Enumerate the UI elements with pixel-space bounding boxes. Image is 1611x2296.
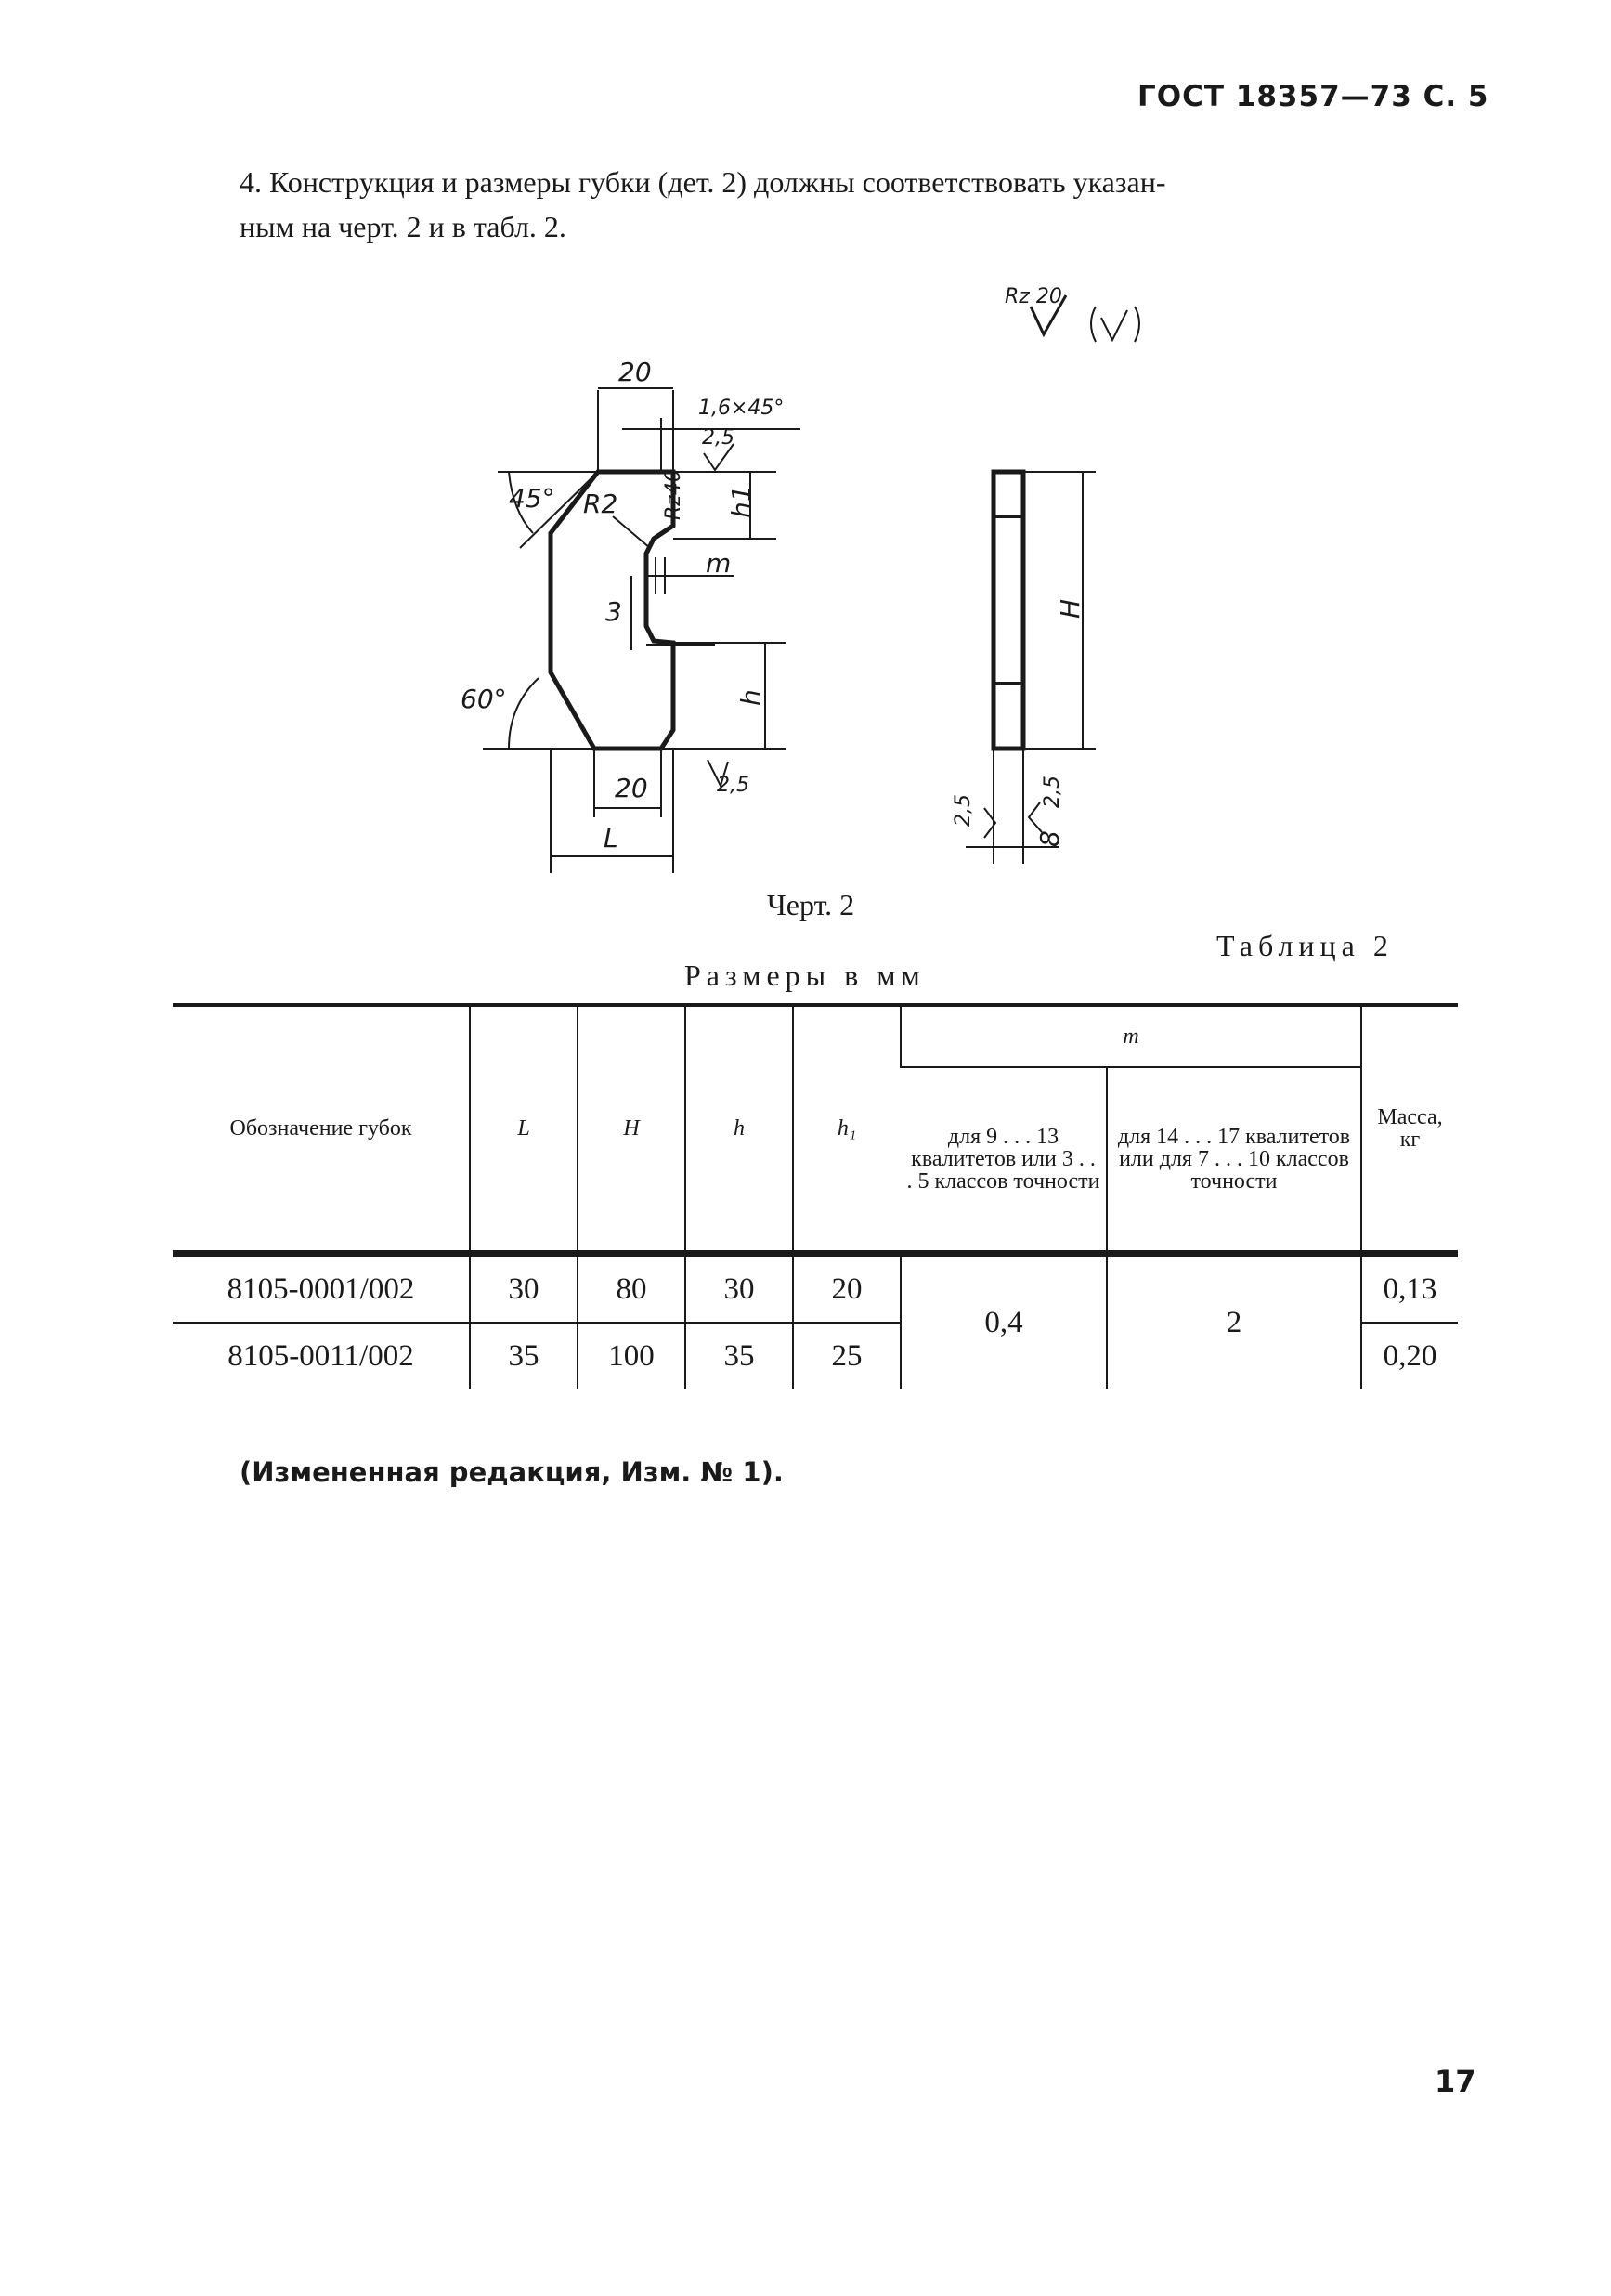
header-h: h [685, 1005, 793, 1254]
figure-caption: Черт. 2 [767, 888, 855, 921]
dim-rough-rz40: Rz40 [662, 469, 685, 520]
dim-h1: h1 [726, 485, 757, 518]
header-h1: h₁ [793, 1005, 901, 1254]
cell-H: 80 [578, 1254, 685, 1324]
paragraph-line-2: ным на черт. 2 и в табл. 2. [240, 210, 566, 243]
header-m-col1: для 9 . . . 13 квалитетов или 3 . . . 5 классов точности [901, 1067, 1107, 1254]
dim-angle-60: 60° [461, 684, 507, 714]
dim-rough-side-left: 2,5 [952, 794, 975, 827]
cell-h1: 25 [793, 1323, 901, 1389]
header-mass: Масса, кг [1361, 1005, 1458, 1254]
header-H: H [578, 1005, 685, 1254]
dim-radius: R2 [583, 489, 618, 519]
dim-angle-45: 45° [509, 483, 555, 514]
dim-rough-top: 2,5 [702, 426, 734, 450]
technical-drawing [0, 0, 1611, 892]
dim-h: h [735, 689, 766, 706]
dim-L: L [604, 823, 618, 854]
cell-L: 30 [470, 1254, 578, 1324]
table-row [173, 1254, 1458, 1324]
table-units: Размеры в мм [684, 959, 926, 992]
revision-note: (Измененная редакция, Изм. № 1). [240, 1456, 784, 1488]
cell-mass: 0,20 [1361, 1323, 1458, 1389]
cell-designation: 8105-0011/002 [227, 1338, 414, 1373]
table-title: Таблица 2 [1216, 929, 1394, 962]
page-header: ГОСТ 18357—73 С. 5 [1137, 80, 1489, 113]
cell-h: 30 [685, 1254, 793, 1324]
dimensions-table [173, 1003, 1458, 1389]
dim-rough-side-right: 2,5 [1041, 776, 1064, 808]
dim-rough-bottom: 2,5 [717, 774, 749, 797]
page-number: 17 [1435, 2064, 1476, 2099]
dim-top-width: 20 [618, 357, 652, 387]
header-m: m [901, 1005, 1361, 1067]
dim-chamfer: 1,6×45° [698, 397, 785, 420]
cell-L: 35 [470, 1323, 578, 1389]
header-m-col2: для 14 . . . 17 квалитетов или для 7 . . . 10 классов точности [1107, 1067, 1361, 1254]
dim-bottom-width: 20 [615, 773, 648, 803]
cell-designation: 8105-0001/002 [173, 1254, 470, 1324]
header-L: L [470, 1005, 578, 1254]
cell-mass: 0,13 [1361, 1254, 1458, 1324]
roughness-general-label: Rz 20 [1005, 285, 1062, 308]
cell-H: 100 [578, 1323, 685, 1389]
cell-h: 35 [685, 1323, 793, 1389]
dim-B: 8 [1034, 830, 1065, 847]
cell-m-col1: 0,4 [901, 1254, 1107, 1389]
dim-H: H [1055, 598, 1085, 619]
header-designation: Обозначение губок [173, 1005, 470, 1254]
dim-three: 3 [605, 596, 622, 627]
cell-h1: 20 [793, 1254, 901, 1324]
dim-m: m [706, 548, 732, 579]
paragraph-line-1: 4. Конструкция и размеры губки (дет. 2) должны соответствовать указан- [240, 165, 1166, 199]
cell-m-col2: 2 [1107, 1254, 1361, 1389]
